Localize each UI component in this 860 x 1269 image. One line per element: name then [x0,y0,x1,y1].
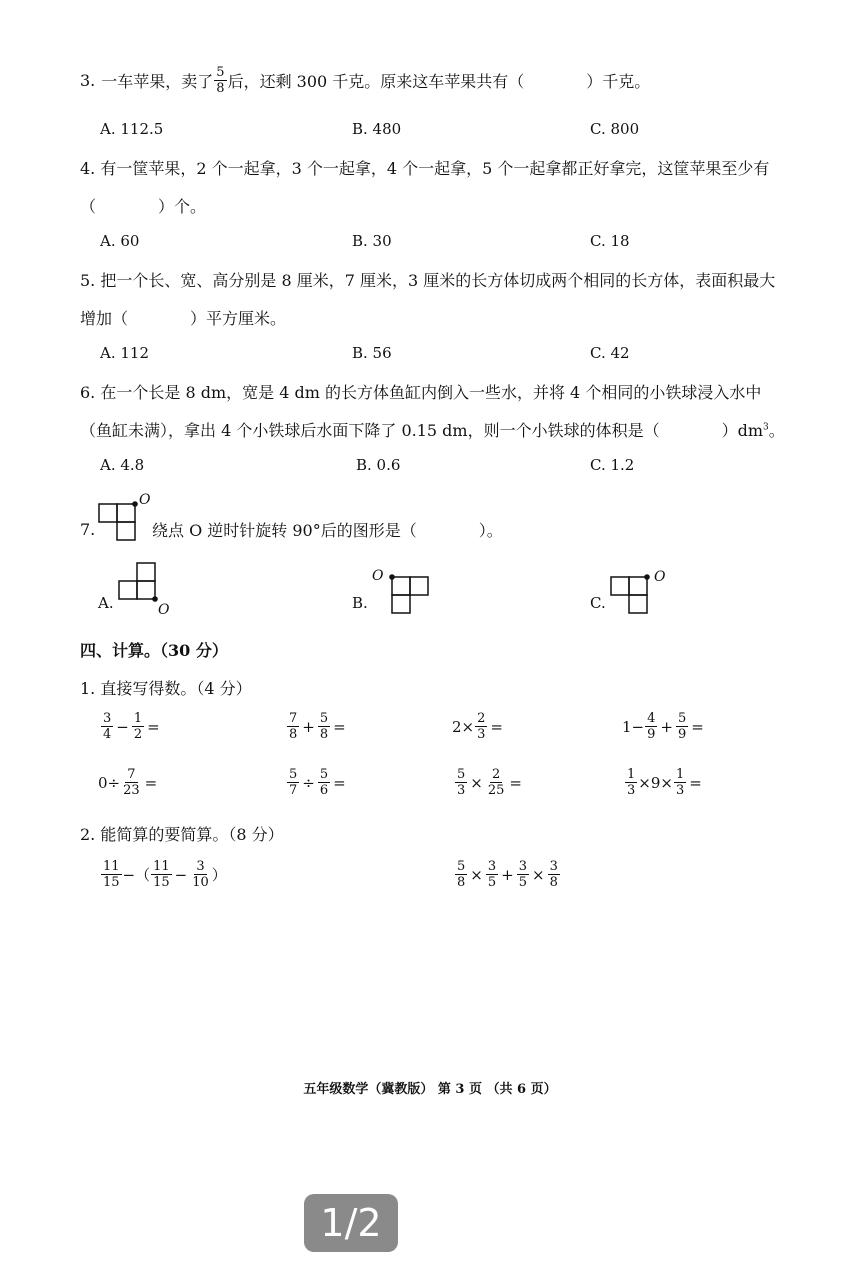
question-6-line2-text: （鱼缸未满），拿出 4 个小铁球后水面下降了 0.15 dm，则一个小铁球的体积是（ [80,421,660,440]
q4-option-c[interactable]: C. 18 [590,232,630,250]
q7-option-a-label[interactable]: A. [98,594,114,612]
question-3-text-post: 后，还剩 300 千克。原来这车苹果共有（ [227,72,525,91]
question-5-line1: 5. 把一个长、宽、高分别是 8 厘米，7 厘米，3 厘米的长方体切成两个相同的长方体，表面积最大 [80,271,776,290]
unit-dm: ）dm [721,421,763,440]
svg-text:O: O [139,492,151,508]
original-shape-figure [98,492,158,546]
calc1-expr-6[interactable]: $\frac{5}{7}$ ÷ $\frac{5}{6}$ = [289,767,346,798]
q7-option-c-label[interactable]: C. [590,594,606,612]
calc2-expr-2[interactable]: $\frac{5}{8}$ × $\frac{3}{5}$ + $\frac{3}{5}$ × $\frac{3}{8}$ [457,859,558,890]
question-6-line2 [80,418,785,441]
calc2-title: 2. 能简算的要简算。（8 分） [80,825,284,844]
q6-option-a[interactable]: A. 4.8 [100,456,145,474]
question-3-text-pre: 一车苹果，卖了 [101,72,214,91]
question-4-line1: 4. 有一筐苹果，2 个一起拿，3 个一起拿，4 个一起拿，5 个一起拿都正好拿完，这筐苹果至少有 [80,159,770,178]
question-7-prompt: 绕点 O 逆时针旋转 90°后的图形是（ [152,521,417,540]
page-indicator-badge[interactable]: 1/2 [304,1194,398,1252]
q6-option-b[interactable]: B. 0.6 [356,456,401,474]
svg-text:O: O [158,602,170,618]
q5-option-a[interactable]: A. 112 [100,344,149,362]
question-3 [80,66,650,95]
svg-text:O: O [654,569,666,585]
question-7-end: ）。 [478,521,503,540]
calc2-expr-1[interactable]: $\frac{11}{15}$ −（ $\frac{11}{15}$ − $\frac{3}{10}$ ） [103,859,227,890]
question-6-line1: 6. 在一个长是 8 dm，宽是 4 dm 的长方体鱼缸内倒入一些水，并将 4 个相同的小铁球浸入水中 [80,383,762,402]
paren-open: 增加（ [80,309,129,328]
unit-superscript: 3 [763,422,769,433]
section-4-title: 四、计算。（30 分） [80,641,228,660]
q5-option-b[interactable]: B. 56 [352,344,392,362]
paren-close: ）平方厘米。 [190,309,287,328]
svg-text:O: O [372,568,384,584]
question-4-line2 [80,194,206,217]
calc1-title: 1. 直接写得数。（4 分） [80,679,252,698]
question-3-number: 3. [80,71,96,90]
q7-option-b-label[interactable]: B. [352,594,368,612]
calc1-expr-7[interactable]: $\frac{5}{3}$ × $\frac{2}{25}$ = [457,767,522,798]
question-7-text [152,518,503,541]
paren-close: ）个。 [158,197,207,216]
calc1-expr-5[interactable]: 0÷ $\frac{7}{23}$ = [98,767,158,798]
q4-option-a[interactable]: A. 60 [100,232,140,250]
page-footer: 五年级数学（冀教版） 第 3 页 （共 6 页） [303,1082,557,1097]
fraction-5-8: $\frac{5}{8}$ [216,65,225,96]
q3-option-a[interactable]: A. 112.5 [100,120,164,138]
question-3-text-end: ）千克。 [586,72,651,91]
q3-option-b[interactable]: B. 480 [352,120,402,138]
q4-option-b[interactable]: B. 30 [352,232,392,250]
question-5-line2 [80,306,286,329]
calc1-expr-8[interactable]: $\frac{1}{3}$ ×9× $\frac{1}{3}$ = [627,767,702,798]
calc1-expr-1[interactable]: $\frac{3}{4}$ − $\frac{1}{2}$ = [103,711,160,742]
paren-open: （ [80,197,97,216]
period: 。 [768,421,785,440]
calc1-expr-3[interactable]: 2× $\frac{2}{3}$ = [452,711,503,742]
q3-option-c[interactable]: C. 800 [590,120,640,138]
calc1-expr-2[interactable]: $\frac{7}{8}$ + $\frac{5}{8}$ = [289,711,346,742]
question-7-number: 7. [80,520,96,539]
q7-option-c-figure[interactable] [610,566,674,616]
calc1-expr-4[interactable]: 1− $\frac{4}{9}$ + $\frac{5}{9}$ = [622,711,704,742]
q5-option-c[interactable]: C. 42 [590,344,630,362]
q7-option-b-figure[interactable] [372,566,434,616]
q7-option-a-figure[interactable] [118,560,178,616]
q6-option-c[interactable]: C. 1.2 [590,456,635,474]
